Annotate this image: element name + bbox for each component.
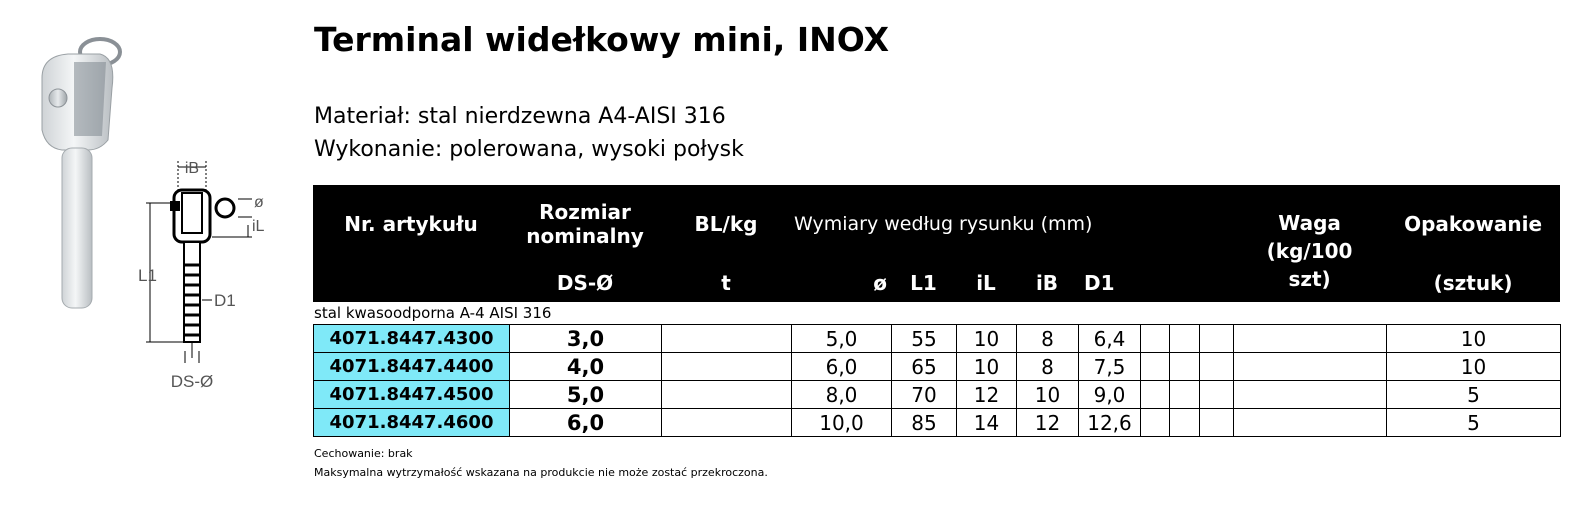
dim-phi: 10,0 (792, 409, 892, 437)
weight (1234, 325, 1387, 353)
drawing-label-ds: DS-Ø (170, 372, 214, 391)
packaging: 5 (1387, 409, 1561, 437)
dim-il: 10 (957, 353, 1017, 381)
breaking-load (662, 409, 792, 437)
dim-d1: 12,6 (1079, 409, 1141, 437)
dim-phi: 5,0 (792, 325, 892, 353)
packaging: 5 (1387, 381, 1561, 409)
breaking-load (662, 353, 792, 381)
header-bl-unit: t (721, 270, 731, 295)
packaging: 10 (1387, 353, 1561, 381)
table-row (314, 381, 1561, 409)
weight (1234, 381, 1387, 409)
header-dimensions: Wymiary według rysunku (mm) (794, 213, 1093, 235)
nominal-size: 6,0 (510, 409, 662, 437)
drawing-label-il: iL (252, 218, 265, 235)
dim-ib: 12 (1017, 409, 1079, 437)
header-dim-phi: ø (873, 270, 887, 295)
header-dim-l1: L1 (910, 270, 937, 295)
dim-d1: 6,4 (1079, 325, 1141, 353)
drawing-label-d1: D1 (214, 291, 236, 310)
drawing-label-phi: ø (254, 194, 264, 211)
technical-drawing (130, 155, 280, 400)
packaging: 10 (1387, 325, 1561, 353)
header-size-unit: DS-Ø (556, 270, 614, 295)
article-number: 4071.8447.4400 (314, 353, 510, 381)
marking-note: Cechowanie: brak (314, 447, 413, 460)
drawing-label-l1: L1 (138, 266, 157, 285)
dim-l1: 55 (892, 325, 957, 353)
header-dim-il: iL (976, 270, 996, 295)
product-table (313, 324, 1561, 437)
dim-l1: 85 (892, 409, 957, 437)
header-dim-d1: D1 (1084, 270, 1115, 295)
breaking-load (662, 325, 792, 353)
header-pack-unit: (sztuk) (1433, 270, 1513, 295)
dim-ib: 8 (1017, 325, 1079, 353)
dim-phi: 8,0 (792, 381, 892, 409)
nominal-size: 5,0 (510, 381, 662, 409)
header-dim-ib: iB (1035, 270, 1059, 295)
dim-d1: 7,5 (1079, 353, 1141, 381)
nominal-size: 3,0 (510, 325, 662, 353)
dim-phi: 6,0 (792, 353, 892, 381)
breaking-load (662, 381, 792, 409)
finish-spec: Wykonanie: polerowana, wysoki połysk (314, 137, 744, 162)
material-spec: Materiał: stal nierdzewna A4-AISI 316 (314, 104, 726, 129)
drawing-label-ib: iB (184, 160, 200, 177)
header-pack: Opakowanie (1404, 212, 1543, 236)
header-weight: Waga (kg/100 szt) (1266, 210, 1353, 291)
dim-il: 14 (957, 409, 1017, 437)
table-row (314, 325, 1561, 353)
nominal-size: 4,0 (510, 353, 662, 381)
strength-warning: Maksymalna wytrzymałość wskazana na produkcie nie może zostać przekroczona. (314, 466, 768, 479)
product-photo (28, 30, 128, 312)
dim-ib: 10 (1017, 381, 1079, 409)
dim-il: 10 (957, 325, 1017, 353)
dim-ib: 8 (1017, 353, 1079, 381)
header-article: Nr. artykułu (344, 212, 478, 236)
table-row (314, 409, 1561, 437)
article-number: 4071.8447.4600 (314, 409, 510, 437)
dim-l1: 70 (892, 381, 957, 409)
table-subcaption: stal kwasoodporna A-4 AISI 316 (314, 304, 552, 322)
table-row (314, 353, 1561, 381)
dim-il: 12 (957, 381, 1017, 409)
dim-l1: 65 (892, 353, 957, 381)
page-title: Terminal widełkowy mini, INOX (314, 20, 890, 59)
header-bl: BL/kg (694, 212, 758, 236)
article-number: 4071.8447.4500 (314, 381, 510, 409)
article-number: 4071.8447.4300 (314, 325, 510, 353)
weight (1234, 409, 1387, 437)
header-size: Rozmiar nominalny (526, 200, 644, 248)
dim-d1: 9,0 (1079, 381, 1141, 409)
table-header (313, 185, 1560, 302)
weight (1234, 353, 1387, 381)
